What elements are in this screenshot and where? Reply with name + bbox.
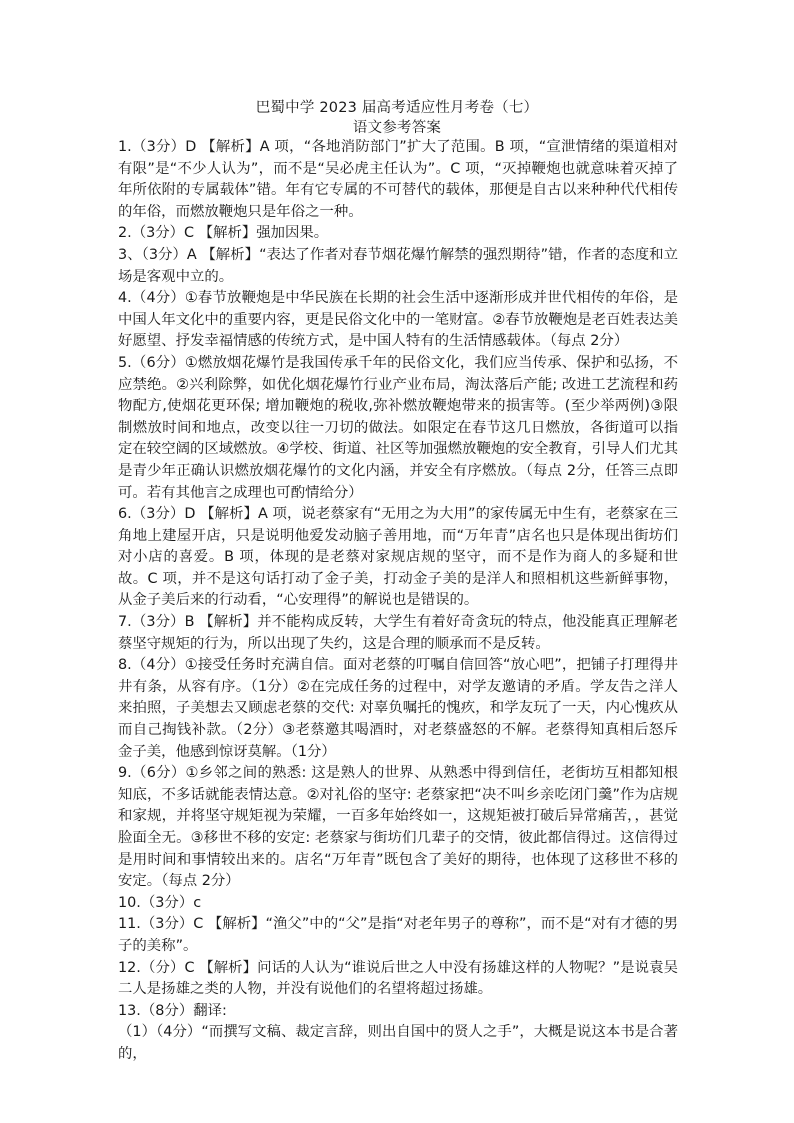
answer-4: 4.（4分）①春节放鞭炮是中华民族在长期的社会生活中逐渐形成并世代相传的年俗，是中国人年文化中的重要内容，更是民俗文化中的一笔财富。②春节放鞭炮是老百姓表达美好愿望、抒发幸福情感的传统方式，是中国人特有的生活情感载体。（每点 2分） [118,290,678,350]
answer-1: 1.（3分）D 【解析】A 项，“各地消防部门”扩大了范围。B 项，“宣泄情绪的渠道相对有限”是“不少人认为”，而不是“吴必虎主任认为”。C 项，“灭掉鞭炮也就意味着灭掉了年所依附的专属载体”错。年有它专属的不可替代的载体，那便是自古以来种种代代相传的年俗，而燃放鞭炮只是年俗之一种。 [118,139,678,220]
page-title: 巴蜀中学 2023 届高考适应性月考卷（七） [255,100,539,116]
answer-12: 12.（分）C 【解析】问话的人认为“谁说后世之人中没有扬雄这样的人物呢？”是说袁吴二人是扬雄之类的人物，并没有说他们的名望将超过扬雄。 [118,959,678,998]
answer-5: 5.（6分）①燃放烟花爆竹是我国传承千年的民俗文化，我们应当传承、保护和弘扬，不应禁绝。②兴利除弊，如优化烟花爆竹行业产业布局，淘汰落后产能; 改进工艺流程和药物配方,使烟花更环保; 增加鞭炮的税收,弥补燃放鞭炮带来的损害等。(至少举两例)③限制燃放时间和地点，改变以往一刀切的做法。如限定在春节这几日燃放，各街道可以指定在较空阔的区域燃放。④学校、街道、社区等加强燃放鞭炮的安全教育，引导人们尤其是青少年正确认识燃放烟花爆竹的文化内涵，并安全有序燃放。（每点 2分，任答三点即可。若有其他言之成理也可酌情给分） [118,354,678,501]
answer-13-1: （1）（4分）“而撰写文稿、裁定言辞，则出自国中的贤人之手”，大概是说这本书是合著的， [118,1024,678,1062]
answer-6: 6.（3分）D 【解析】A 项，说老蔡家有“无用之为大用”的家传属无中生有，老蔡家在三角地上建屋开店，只是说明他爱发动脑子善用地，而“万年青”店名也只是体现出街坊们对小店的喜爱。B 项，体现的是老蔡对家规店规的坚守，而不是作为商人的多疑和世故。C 项，并不是这句话打动了金子美，打动金子美的是洋人和照相机这些新鲜事物，从金子美后来的行动看，“心安理得”的解说也是错误的。 [118,506,678,609]
answer-8: 8.（4分）①接受任务时充满自信。面对老蔡的叮嘱自信回答“放心吧”，把铺子打理得井井有条，从容有序。（1分）②在完成任务的过程中，对学友邀请的矛盾。学友告之洋人来拍照，子美想去又顾虑老蔡的交代: 对辜负嘱托的愧疚，和学友玩了一天，内心愧疚从而自己掏钱补款。（2分）③老蔡邀其喝酒时，对老蔡盛怒的不解。老蔡得知真相后怒斥金子美，他感到惊讶莫解。（1分） [118,657,678,760]
page-subtitle: 语文参考答案 [352,120,442,136]
answer-7: 7.（3分）B 【解析】并不能构成反转，大学生有着好奇贪玩的特点，他没能真正理解老蔡坚守规矩的行为，所以出现了失约，这是合理的顺承而不是反转。 [118,614,678,652]
answer-9: 9.（6分）①乡邻之间的熟悉: 这是熟人的世界、从熟悉中得到信任，老街坊互相都知根知底，不多话就能表情达意。②对礼俗的坚守: 老蔡家把“决不叫乡亲吃闭门羹”作为店规和家规，并将坚守规矩视为荣耀，一百多年始终如一，这规矩被打破后异常痛苦，，甚觉脸面全无。③移世不移的安定: 老蔡家与街坊们几辈子的交情，彼此都信得过。这信得过是用时间和事情较出来的。店名“万年青”既包含了美好的期待，也体现了这移世不移的安定。（每点 2分） [118,765,678,890]
answer-13: 13.（8分）翻译: [118,1002,227,1019]
answer-3: 3、（3分）A 【解析】“表达了作者对春节烟花爆竹解禁的强烈期待”错，作者的态度和立场是客观中立的。 [118,246,678,285]
answer-11: 11.（3分）C 【解析】“渔父”中的“父”是指“对老年男子的尊称”，而不是“对有才德的男子的美称”。 [118,916,678,954]
answer-2: 2.（3分）C 【解析】强加因果。 [118,225,329,242]
answer-list [118,137,678,1066]
answer-10: 10.（3分）c [118,894,202,911]
